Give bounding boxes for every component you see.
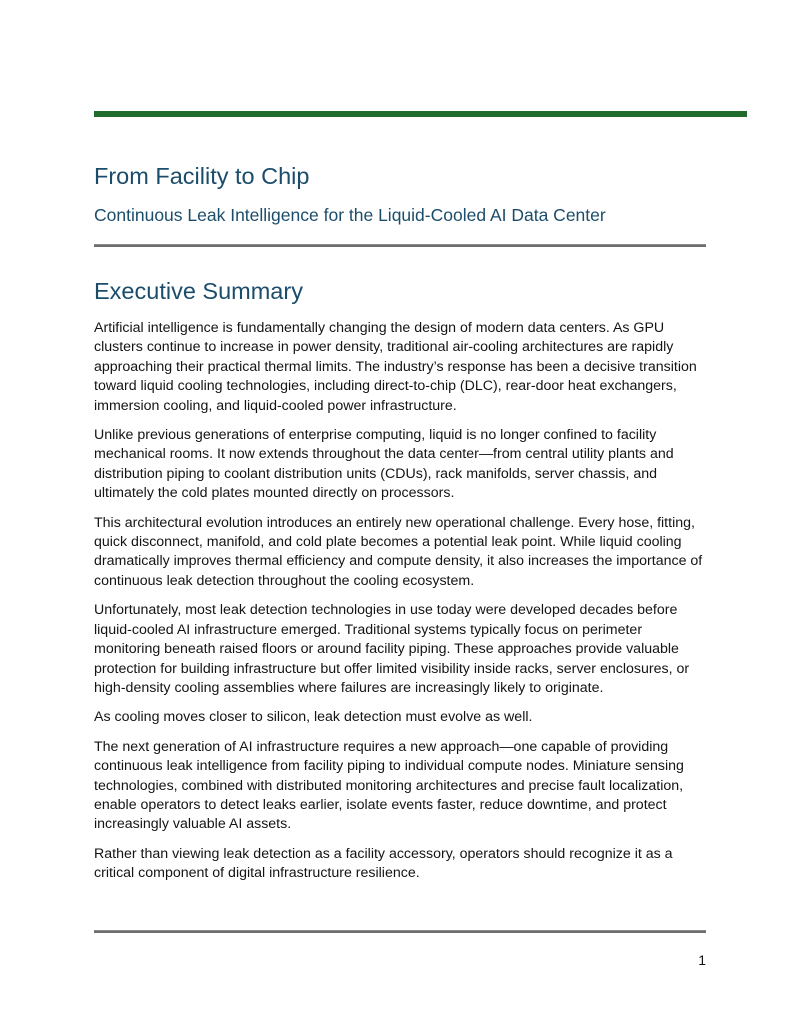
paragraph: As cooling moves closer to silicon, leak detection must evolve as well. (94, 709, 533, 726)
section-heading: Executive Summary (94, 278, 303, 304)
paragraph: This architectural evolution introduces an entirely new operational challenge. Every hose, fitting, quick disconnect, manifold, and cold plate becomes a potential leak point. While liquid cooling dramatically improves thermal efficiency and compute density, it also increases the importance of continuous leak detection throughout the cooling ecosystem. (94, 514, 703, 589)
body-text (94, 319, 710, 894)
accent-bar (94, 111, 747, 117)
document-subtitle: Continuous Leak Intelligence for the Liquid-Cooled AI Data Center (94, 205, 606, 225)
divider-top (94, 244, 706, 247)
paragraph: Artificial intelligence is fundamentally changing the design of modern data centers. As GPU clusters continue to increase in power density, traditional air-cooling architectures are rapidly approaching their practical thermal limits. The industry’s response has been a decisive transition toward liquid cooling technologies, including direct-to-chip (DLC), rear-door heat exchangers, immersion cooling, and liquid-cooled power infrastructure. (94, 320, 697, 414)
paragraph: The next generation of AI infrastructure requires a new approach—one capable of providing continuous leak intelligence from facility piping to individual compute nodes. Miniature sensing technologies, combined with distributed monitoring architectures and precise fault localization, enable operators to detect leaks earlier, isolate events faster, reduce downtime, and protect increasingly valuable AI assets. (94, 738, 684, 833)
divider-bottom (94, 930, 706, 933)
page-number: 1 (698, 952, 706, 968)
paragraph: Unlike previous generations of enterprise computing, liquid is no longer confined to facility mechanical rooms. It now extends throughout the data center—from central utility plants and distribution piping to coolant distribution units (CDUs), rack manifolds, server chassis, and ultimately the cold plates mounted directly on processors. (94, 427, 674, 502)
paragraph: Rather than viewing leak detection as a facility accessory, operators should recognize it as a critical component of digital infrastructure resilience. (94, 845, 673, 882)
document-title: From Facility to Chip (94, 163, 310, 189)
paragraph: Unfortunately, most leak detection technologies in use today were developed decades before liquid-cooled AI infrastructure emerged. Traditional systems typically focus on perimeter monitoring beneath raised floors or around facility piping. These approaches provide valuable protection for building infrastructure but offer limited visibility inside racks, server enclosures, or high-density cooling assemblies where failures are increasingly likely to originate. (94, 602, 690, 696)
